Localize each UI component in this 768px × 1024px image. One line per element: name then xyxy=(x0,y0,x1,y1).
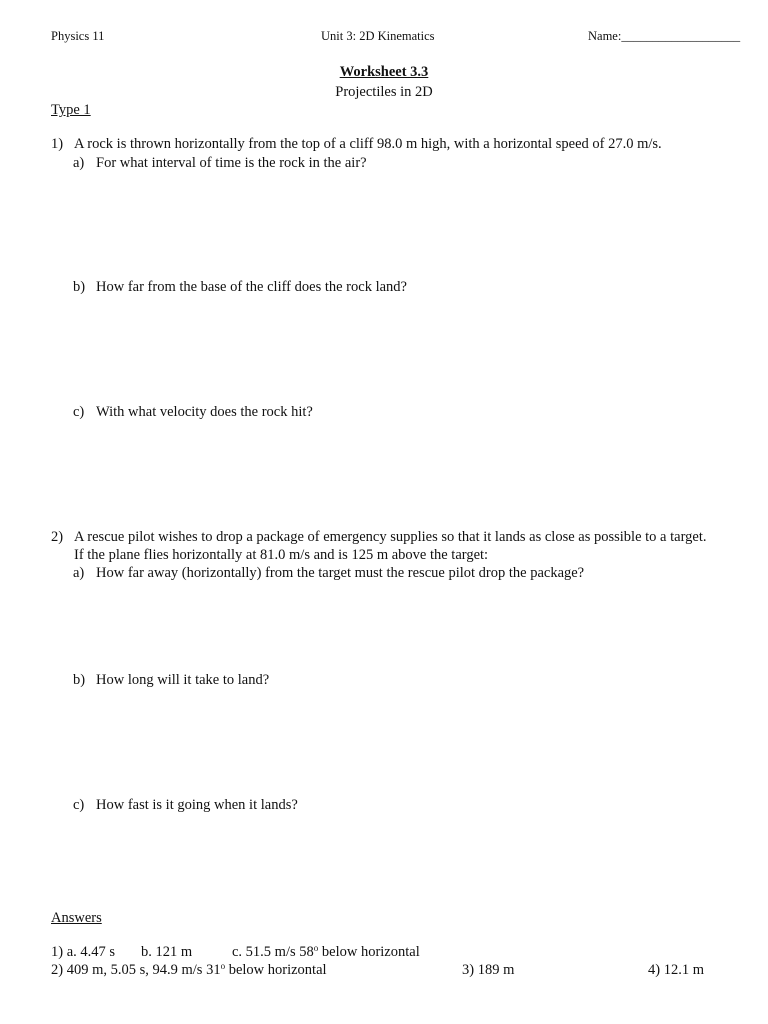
question-1-number: 1) xyxy=(51,136,64,152)
question-1a-label: a) xyxy=(73,155,85,171)
type-label: Type 1 xyxy=(51,102,91,118)
question-2a xyxy=(73,564,584,582)
name-field-label: Name:___________________ xyxy=(588,29,741,43)
answer-2 xyxy=(51,961,327,979)
question-1-text: A rock is thrown horizontally from the top of a cliff 98.0 m high, with a horizontal speed of 27.0 m/s. xyxy=(74,136,662,152)
answer-2-rest: below horizontal xyxy=(225,962,327,978)
question-2-text-line1: A rescue pilot wishes to drop a package of emergency supplies so that it lands as close as possible to a target. xyxy=(74,529,707,545)
question-1c-text: With what velocity does the rock hit? xyxy=(96,404,313,420)
question-1b-text: How far from the base of the cliff does the rock land? xyxy=(96,279,407,295)
question-1a xyxy=(73,154,367,172)
question-1c-label: c) xyxy=(73,404,85,420)
answer-1c-main: c. 51.5 m/s 58 xyxy=(232,944,314,960)
answer-3: 3) 189 m xyxy=(462,962,515,978)
degree-symbol: o xyxy=(220,961,226,971)
answer-1a: 1) a. 4.47 s xyxy=(51,944,116,960)
question-2c xyxy=(73,796,298,814)
answer-1c xyxy=(232,943,420,961)
degree-symbol: o xyxy=(313,943,319,953)
question-1b xyxy=(73,278,407,296)
question-2b-label: b) xyxy=(73,672,86,688)
worksheet-title: Worksheet 3.3 xyxy=(339,64,429,80)
question-1c xyxy=(73,403,313,421)
question-2-text-line2: If the plane flies horizontally at 81.0 m/s and is 125 m above the target: xyxy=(74,547,489,563)
question-2a-text: How far away (horizontally) from the target must the rescue pilot drop the package? xyxy=(96,565,585,581)
question-2c-text: How fast is it going when it lands? xyxy=(96,797,298,813)
question-1a-text: For what interval of time is the rock in the air? xyxy=(96,155,367,171)
question-1b-label: b) xyxy=(73,279,86,295)
answer-4: 4) 12.1 m xyxy=(648,962,704,978)
question-2-number: 2) xyxy=(51,529,64,545)
question-2b-text: How long will it take to land? xyxy=(96,672,270,688)
question-2 xyxy=(51,528,706,546)
course-label: Physics 11 xyxy=(51,29,105,43)
answer-1c-rest: below horizontal xyxy=(318,944,420,960)
unit-label: Unit 3: 2D Kinematics xyxy=(321,29,435,43)
worksheet-subtitle: Projectiles in 2D xyxy=(335,84,433,100)
answer-1b: b. 121 m xyxy=(141,944,193,960)
question-2c-label: c) xyxy=(73,797,85,813)
answer-2-main: 2) 409 m, 5.05 s, 94.9 m/s 31 xyxy=(51,962,221,978)
question-2a-label: a) xyxy=(73,565,85,581)
answers-heading: Answers xyxy=(51,910,102,926)
question-1 xyxy=(51,135,662,153)
question-2b xyxy=(73,671,269,689)
